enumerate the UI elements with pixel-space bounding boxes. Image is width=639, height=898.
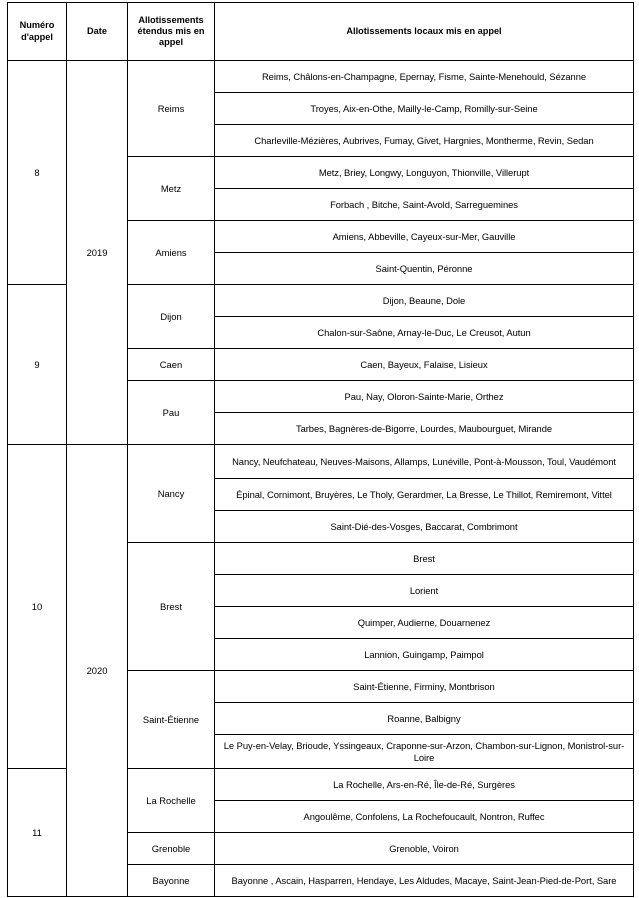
allotissement-local: Grenoble, Voiron [215,833,634,865]
header-allotissements-locaux: Allotissements locaux mis en appel [215,3,634,61]
allotissement-etendu: La Rochelle [128,769,215,833]
header-numero-appel: Numéro d'appel [8,3,67,61]
allotissement-local: Amiens, Abbeville, Cayeux-sur-Mer, Gauville [215,221,634,253]
allotissement-local: Metz, Briey, Longwy, Longuyon, Thionville, Villerupt [215,157,634,189]
allotissement-etendu: Brest [128,543,215,671]
allotissement-local: Forbach , Bitche, Saint-Avold, Sarreguemines [215,189,634,221]
allotissement-local: Saint-Étienne, Firminy, Montbrison [215,671,634,703]
appel-number: 9 [8,285,67,445]
allotissement-etendu: Nancy [128,445,215,543]
header-date: Date [67,3,128,61]
allotissement-etendu: Reims [128,61,215,157]
allotissement-local: Pau, Nay, Oloron-Sainte-Marie, Orthez [215,381,634,413]
appel-number: 8 [8,61,67,285]
header-row [8,3,634,61]
allotissement-etendu: Saint-Étienne [128,671,215,769]
allotissement-etendu: Metz [128,157,215,221]
table-row [8,445,634,479]
appel-date: 2019 [67,61,128,445]
allotissement-local: Bayonne , Ascain, Hasparren, Hendaye, Les Aldudes, Macaye, Saint-Jean-Pied-de-Port, Sare [215,865,634,897]
allotissement-local: Lorient [215,575,634,607]
allotissement-local: Épinal, Cornimont, Bruyères, Le Tholy, Gerardmer, La Bresse, Le Thillot, Remiremont, Vittel [215,479,634,511]
allotissement-local: Tarbes, Bagnères-de-Bigorre, Lourdes, Maubourguet, Mirande [215,413,634,445]
allotissement-etendu: Grenoble [128,833,215,865]
allotissement-local: Troyes, Aix-en-Othe, Mailly-le-Camp, Romilly-sur-Seine [215,93,634,125]
allotissement-local: Chalon-sur-Saône, Arnay-le-Duc, Le Creusot, Autun [215,317,634,349]
allotissement-local: Brest [215,543,634,575]
header-allotissements-etendus: Allotissements étendus mis en appel [128,3,215,61]
allotissement-etendu: Amiens [128,221,215,285]
allotissement-local: La Rochelle, Ars-en-Ré, Île-de-Ré, Surgères [215,769,634,801]
allotissement-etendu: Caen [128,349,215,381]
allotissement-local: Quimper, Audierne, Douarnenez [215,607,634,639]
appel-number: 11 [8,769,67,897]
appel-number: 10 [8,445,67,769]
allotissement-local: Lannion, Guingamp, Paimpol [215,639,634,671]
allotissement-local: Charleville-Mézières, Aubrives, Fumay, Givet, Hargnies, Montherme, Revin, Sedan [215,125,634,157]
allotissement-etendu: Bayonne [128,865,215,897]
allotissement-local: Caen, Bayeux, Falaise, Lisieux [215,349,634,381]
allotissements-table [7,2,634,897]
allotissement-etendu: Pau [128,381,215,445]
allotissement-local: Nancy, Neufchateau, Neuves-Maisons, Allamps, Lunéville, Pont-à-Mousson, Toul, Vaudémont [215,445,634,479]
allotissement-local: Angoulême, Confolens, La Rochefoucault, Nontron, Ruffec [215,801,634,833]
allotissement-local: Le Puy-en-Velay, Brioude, Yssingeaux, Craponne-sur-Arzon, Chambon-sur-Lignon, Monistrol-sur-Loire [215,735,634,769]
allotissement-local: Saint-Quentin, Péronne [215,253,634,285]
allotissement-local: Roanne, Balbigny [215,703,634,735]
allotissement-local: Dijon, Beaune, Dole [215,285,634,317]
table-row [8,61,634,93]
allotissement-local: Saint-Dié-des-Vosges, Baccarat, Combrimont [215,511,634,543]
allotissement-local: Reims, Châlons-en-Champagne, Epernay, Fisme, Sainte-Menehould, Sézanne [215,61,634,93]
allotissement-etendu: Dijon [128,285,215,349]
appel-date: 2020 [67,445,128,897]
